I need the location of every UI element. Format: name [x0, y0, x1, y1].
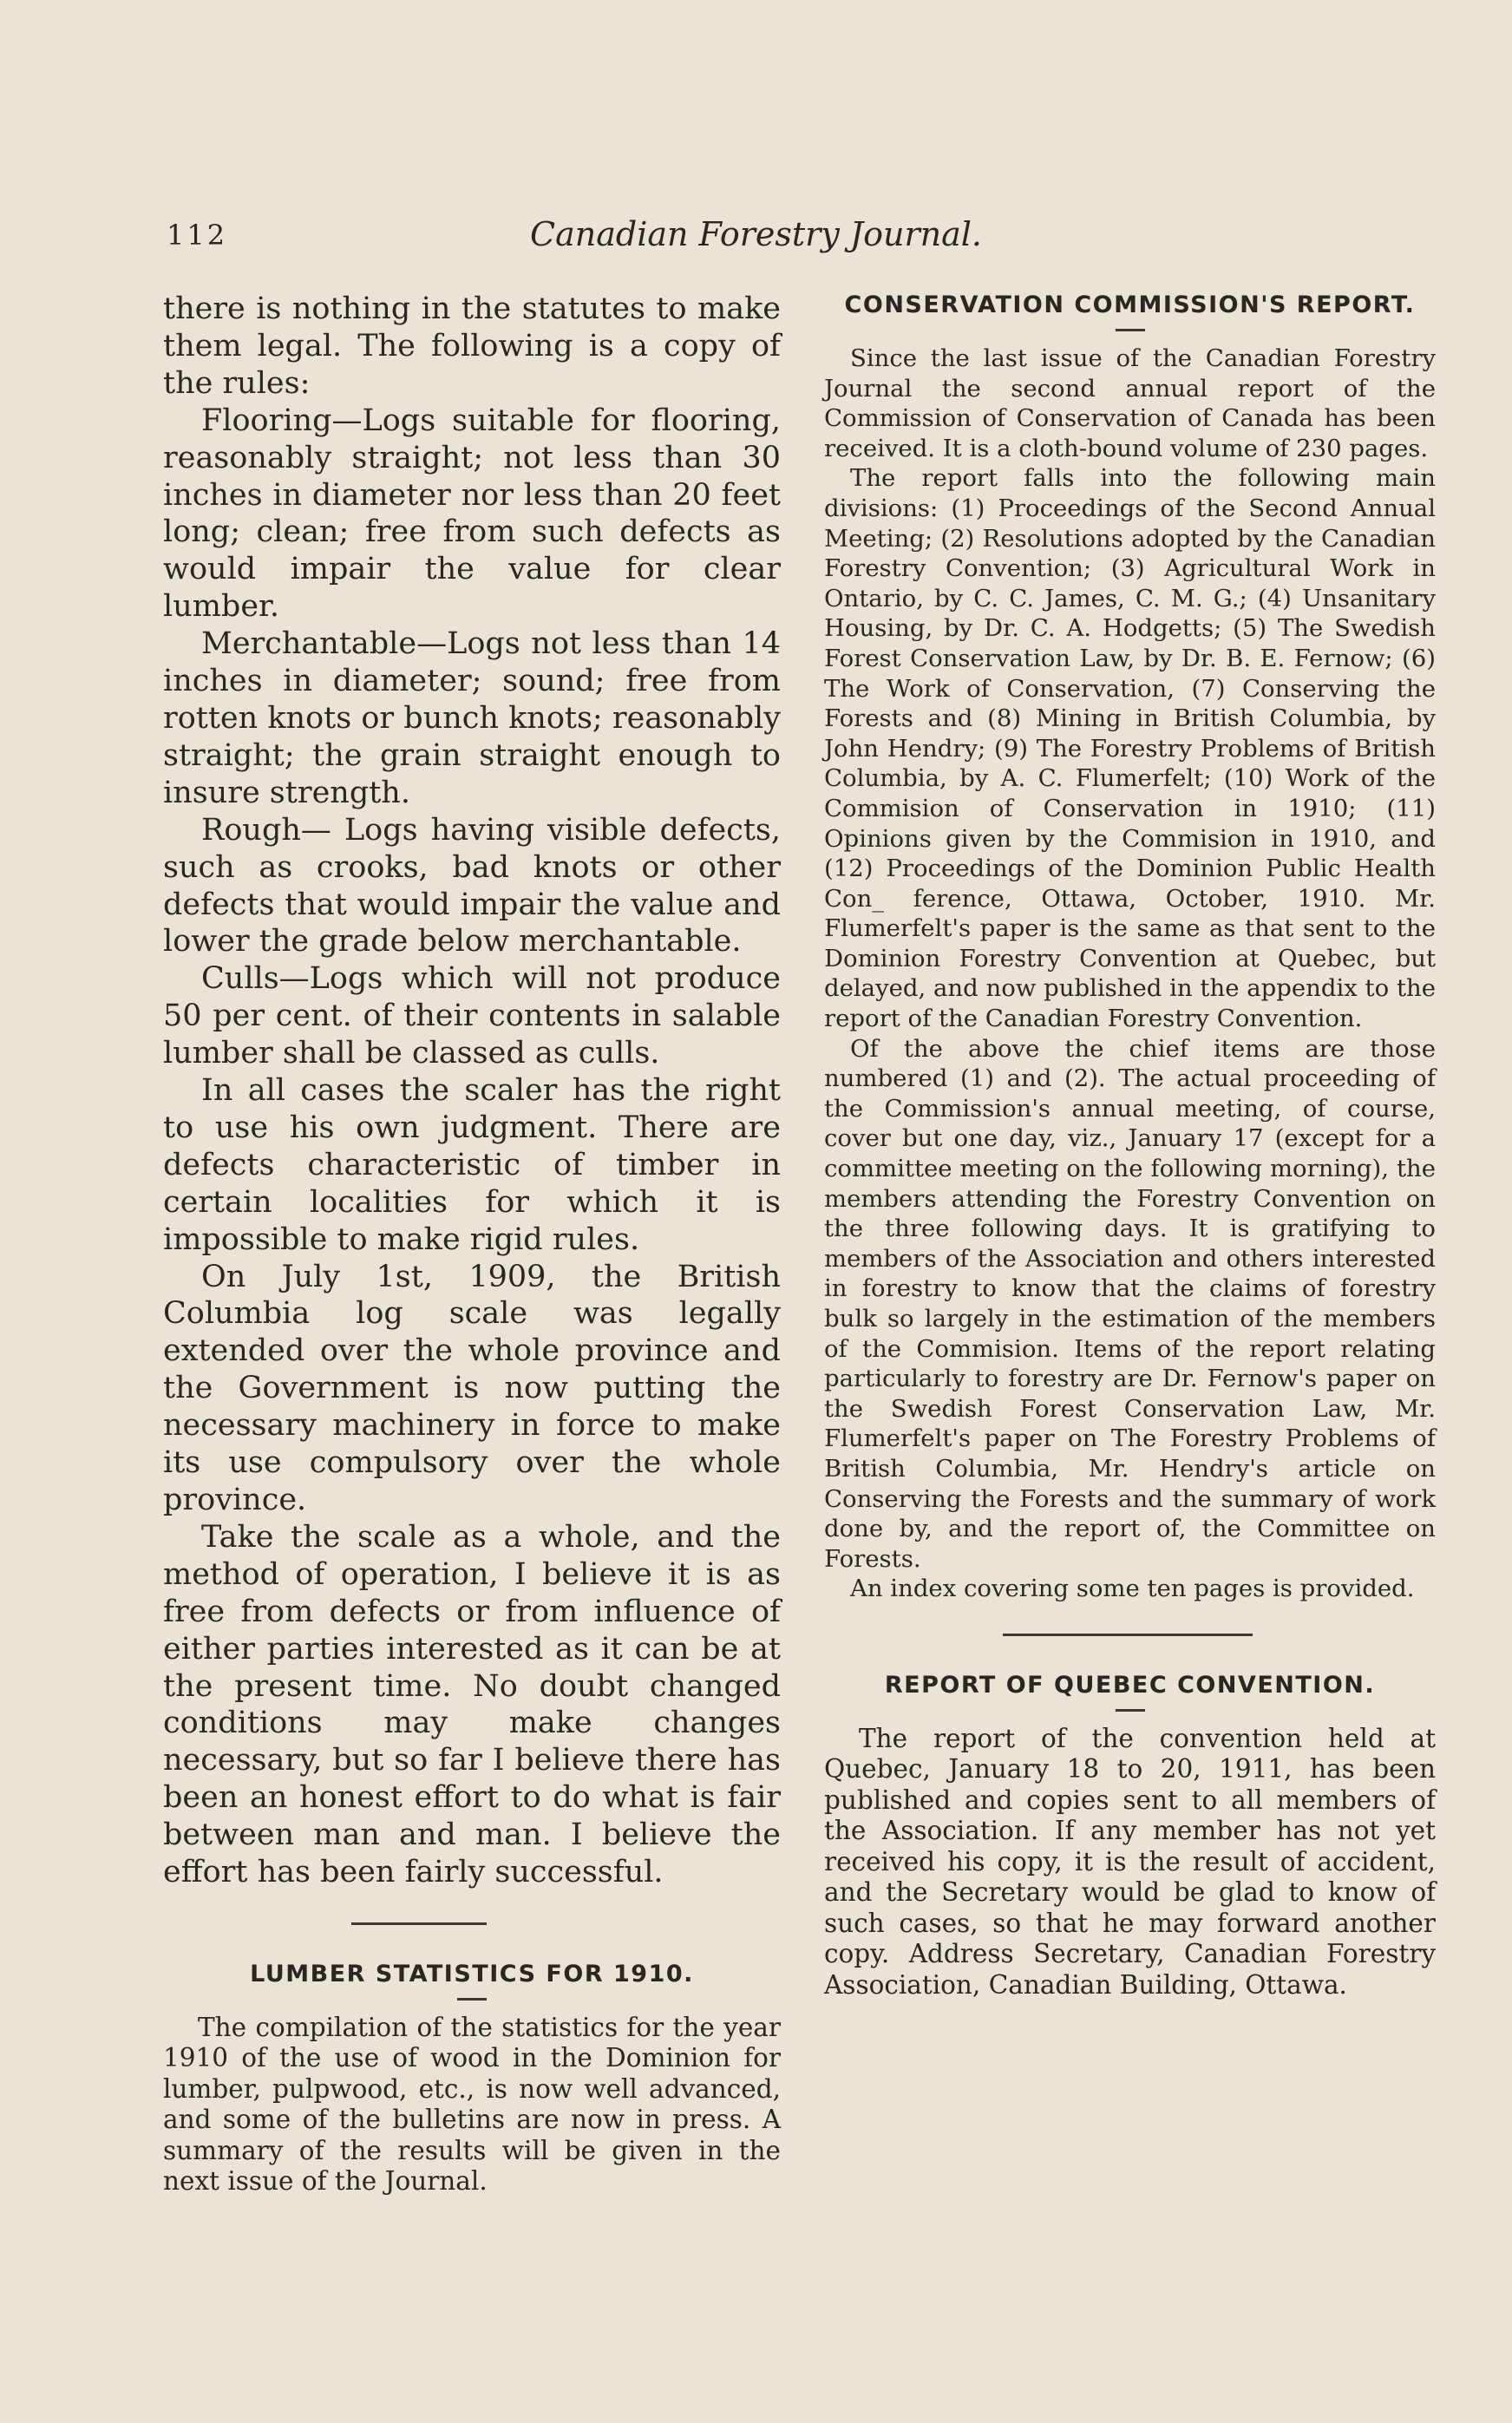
lumber-statistics-body [163, 2013, 781, 2197]
conservation-report-heading: CONSERVATION COMMISSION'S REPORT. [844, 291, 1416, 318]
article-paragraph: On July 1st, 1909, the British Columbia log scale was legally extended over the whole province and the Government is now putting the necessary machinery in force to make its use compulsory over the whole province. [163, 1259, 781, 1517]
article-paragraph: Merchantable—Logs not less than 14 inches in diameter; sound; free from rotten knots or bunch knots; reasonably straight; the grain straight enough to insure strength. [163, 626, 781, 810]
article-paragraph: An index covering some ten pages is provided. [850, 1575, 1415, 1603]
page-number: 112 [167, 219, 228, 252]
article-paragraph: Culls—Logs which will not produce 50 per cent. of their contents in salable lumber shall be classed as culls. [163, 961, 781, 1071]
conservation-report-body [824, 344, 1436, 1604]
article-paragraph: In all cases the scaler has the right to use his own judgment. There are defects characteristic of timber in certain localities for which it is impossible to make rigid rules. [163, 1073, 781, 1257]
left-column [163, 291, 781, 2197]
quebec-convention-body [824, 1724, 1436, 2001]
log-scale-rules-article [163, 291, 781, 1891]
running-head: Canadian Forestry Journal. [530, 215, 982, 253]
article-paragraph: The report falls into the following main divisions: (1) Proceedings of the Second Annual Meeting; (2) Resolutions adopted by the Canadian Forestry Convention; (3) Agricultural Work in Ontario, by C. C. James, C. M. G.; (4) Unsanitary Housing, by Dr. C. A. Hodgetts; (5) The Swedish Forest Conservation Law, by Dr. B. E. Fernow; (6) The Work of Conservation, (7) Conserving the Forests and (8) Mining in British Columbia, by John Hendry; (9) The Forestry Problems of British Columbia, by A. C. Flumerfelt; (10) Work of the Commision of Conservation in 1910; (11) Opinions given by the Commision in 1910, and (12) Proceedings of the Dominion Public Health Con_ ference, Ottawa, October, 1910. Mr. Flumerfelt's paper is the same as that sent to the Dominion Forestry Convention at Quebec, but delayed, and now published in the appendix to the report of the Canadian Forestry Convention. [824, 464, 1436, 1033]
article-paragraph: Since the last issue of the Canadian Forestry Journal the second annual report of the Commission of Conservation of Canada has been received. It is a cloth-bound volume of 230 pages. [824, 344, 1436, 462]
article-paragraph: Flooring—Logs suitable for flooring, reasonably straight; not less than 30 inches in diameter nor less than 20 feet long; clean; free from such defects as would impair the value for clear lumber. [163, 403, 781, 625]
right-column [824, 291, 1436, 2001]
article-paragraph: Take the scale as a whole, and the method of operation, I believe it is as free from defects or from influence of either parties interested as it can be at the present time. No doubt changed conditions may make changes necessary, but so far I believe there has been an honest effort to do what is fair between man and man. I believe the effort has been fairly successful. [163, 1519, 781, 1890]
heading-rule [1116, 329, 1145, 331]
section-divider [1003, 1634, 1253, 1636]
article-paragraph: there is nothing in the statutes to make them legal. The following is a copy of the rules: [163, 291, 781, 401]
heading-rule [1116, 1709, 1145, 1712]
heading-rule [457, 1998, 487, 2001]
article-paragraph: The compilation of the statistics for the year 1910 of the use of wood in the Dominion for lumber, pulpwood, etc., is now well advanced, and some of the bulletins are now in press. A summary of the results will be given in the next issue of the Journal. [163, 2012, 781, 2197]
section-divider [351, 1922, 487, 1925]
article-paragraph: Rough— Logs having visible defects, such as crooks, bad knots or other defects that would impair the value and lower the grade below merchantable. [163, 812, 781, 959]
article-paragraph: Of the above the chief items are those numbered (1) and (2). The actual proceeding of the Commission's annual meeting, of course, cover but one day, viz., January 17 (except for a committee meeting on the following morning), the members attending the Forestry Convention on the three following days. It is gratifying to members of the Association and others interested in forestry to know that the claims of forestry bulk so largely in the estimation of the members of the Commision. Items of the report relating particularly to forestry are Dr. Fernow's paper on the Swedish Forest Conservation Law, Mr. Flumerfelt's paper on The Forestry Problems of British Columbia, Mr. Hendry's article on Conserving the Forests and the summary of work done by, and the report of, the Committee on Forests. [824, 1034, 1436, 1573]
lumber-statistics-heading: LUMBER STATISTICS FOR 1910. [250, 1960, 694, 1988]
quebec-convention-heading: REPORT OF QUEBEC CONVENTION. [884, 1671, 1376, 1699]
article-paragraph: The report of the convention held at Quebec, January 18 to 20, 1911, has been published and copies sent to all members of the Association. If any member has not yet received his copy, it is the result of accident, and the Secretary would be glad to know of such cases, so that he may forward another copy. Address Secretary, Canadian Forestry Association, Canadian Building, Ottawa. [824, 1723, 1436, 2000]
